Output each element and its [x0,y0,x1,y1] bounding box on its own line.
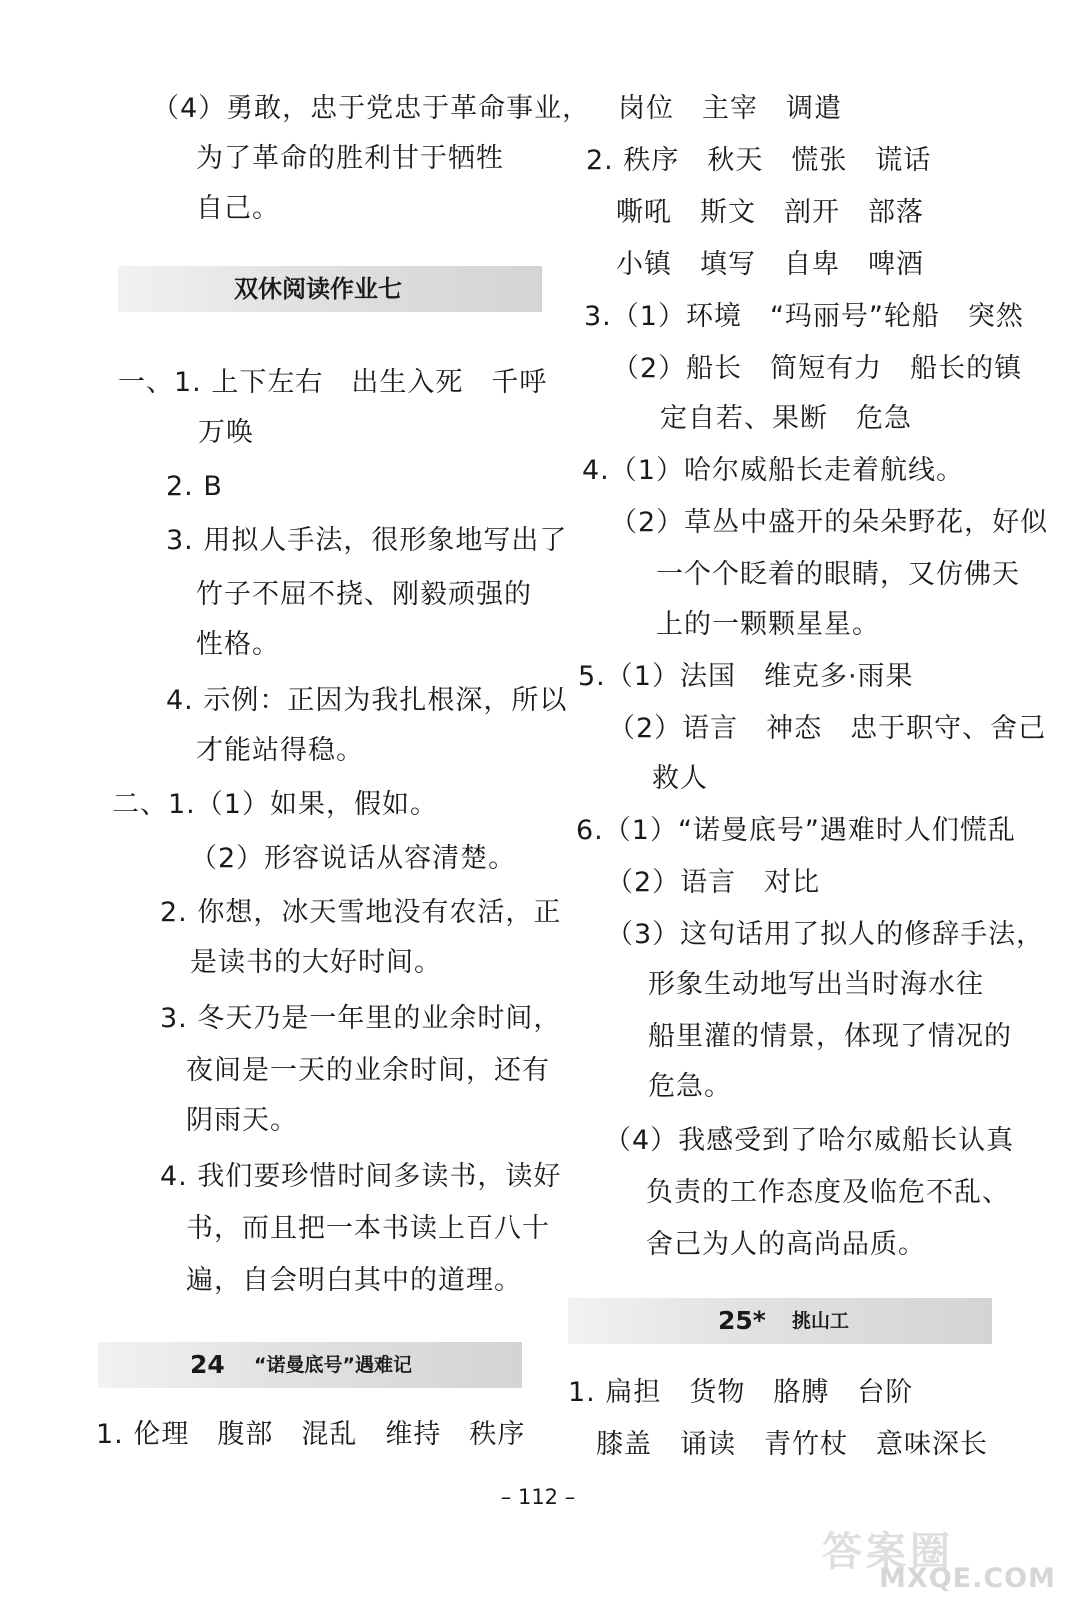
watermark-url-text: MXQE.COM [879,1563,1056,1594]
answer-line: （2）草丛中盛开的朵朵野花，好似 [610,507,1049,538]
answer-line: 嘶吼 斯文 剖开 部落 [616,197,924,228]
answer-line: 2. B [166,471,223,502]
answer-line: （4）我感受到了哈尔威船长认真 [604,1125,1015,1156]
answer-line: 救人 [652,763,708,794]
answer-line: 舍己为人的高尚品质。 [646,1229,926,1260]
answer-line: 4. 示例：正因为我扎根深，所以 [166,685,568,716]
answer-line: 膝盖 诵读 青竹杖 意味深长 [596,1429,988,1460]
lesson-number: 24 [190,1350,225,1379]
lesson-24-header-bar [98,1342,522,1388]
answer-line: 6.（1）“诺曼底号”遇难时人们慌乱 [576,815,1016,846]
answer-line: 一个个眨着的眼睛，又仿佛天 [656,559,1020,590]
answer-line: 4. 我们要珍惜时间多读书，读好 [160,1161,562,1192]
answer-line: 自己。 [196,193,280,224]
answer-line: 1. 伦理 腹部 混乱 维持 秩序 [96,1419,526,1450]
watermark-top-text: 答案圈 [822,1529,954,1575]
answer-line: 才能站得稳。 [196,735,364,766]
section-title: 双休阅读作业七 [234,275,402,303]
answer-line: 是读书的大好时间。 [190,947,442,978]
answer-line: 岗位 主宰 调遣 [618,93,842,124]
answer-line: 定自若、果断 危急 [660,403,912,434]
answer-line: 2. 你想，冰天雪地没有农活，正 [160,897,562,928]
section-header-bar [118,266,542,312]
answer-line: 阴雨天。 [186,1105,298,1136]
answer-line: 万唤 [198,417,254,448]
answer-line: 为了革命的胜利甘于牺牲 [196,143,504,174]
lesson-title: “诺曼底号”遇难记 [254,1354,412,1376]
lesson-number: 25* [718,1306,766,1335]
answer-line: （2）语言 对比 [606,867,821,898]
lesson-25-header-bar [568,1298,992,1344]
answer-line: 船里灌的情景，体现了情况的 [648,1021,1012,1052]
answer-line: 3. 冬天乃是一年里的业余时间， [160,1003,562,1034]
answer-line: （2）语言 神态 忠于职守、舍己 [608,713,1047,744]
answer-line: 4.（1）哈尔威船长走着航线。 [582,455,964,486]
answer-line: 竹子不屈不挠、刚毅顽强的 [196,579,532,610]
answer-line: 二、1.（1）如果，假如。 [112,789,438,820]
answer-line: 负责的工作态度及临危不乱、 [646,1177,1010,1208]
answer-line: 5.（1）法国 维克多·雨果 [578,661,914,692]
answer-line: 3. 用拟人手法，很形象地写出了 [166,525,568,556]
page-number: – 112 – [500,1485,576,1509]
answer-line: （2）船长 简短有力 船长的镇 [612,353,1023,384]
answer-line: 性格。 [196,629,280,660]
answer-line: 上的一颗颗星星。 [656,609,880,640]
answer-line: 1. 扁担 货物 胳膊 台阶 [568,1377,914,1408]
lesson-title: 挑山工 [792,1310,850,1332]
answer-line: （3）这句话用了拟人的修辞手法， [606,919,1045,950]
answer-line: （4）勇敢，忠于党忠于革命事业， [152,93,591,124]
answer-line: 危急。 [648,1071,732,1102]
answer-line: 一、1. 上下左右 出生入死 千呼 [118,367,548,398]
watermark-logo [822,1520,1062,1594]
answer-line: 3.（1）环境 “玛丽号”轮船 突然 [584,301,1024,332]
answer-line: 夜间是一天的业余时间，还有 [186,1055,550,1086]
answer-line: （2）形容说话从容清楚。 [190,843,517,874]
answer-line: 遍，自会明白其中的道理。 [186,1265,522,1296]
answer-line: 2. 秩序 秋天 慌张 谎话 [586,145,932,176]
answer-line: 形象生动地写出当时海水往 [648,969,984,1000]
answer-line: 书，而且把一本书读上百八十 [186,1213,550,1244]
answer-line: 小镇 填写 自卑 啤酒 [616,249,924,280]
